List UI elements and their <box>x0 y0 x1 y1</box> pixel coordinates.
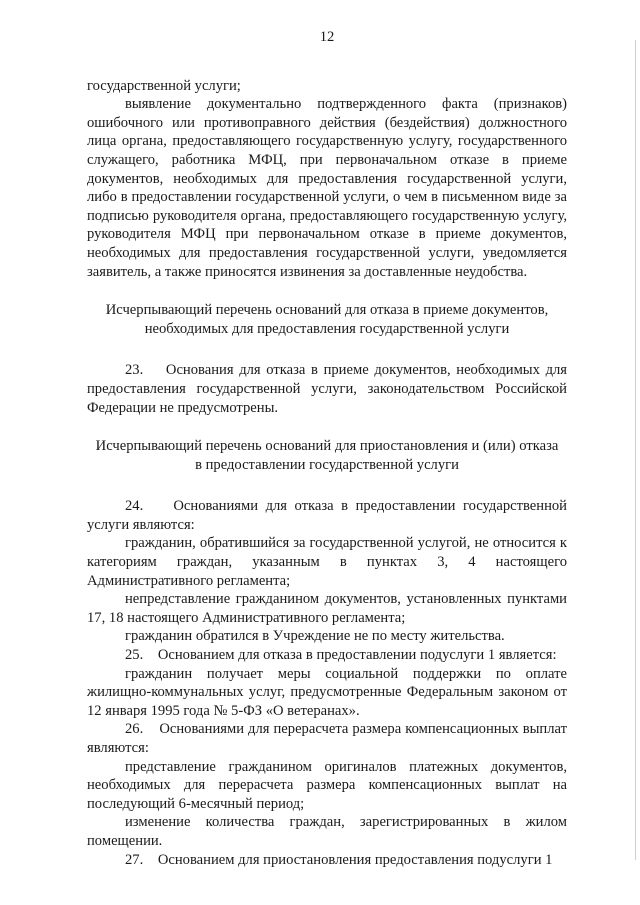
section-heading-line: в предоставлении государственной услуги <box>195 456 459 473</box>
page-number: 12 <box>319 29 335 45</box>
document-page <box>87 28 567 869</box>
list-item: непредставление гражданином документов, установленных пунктами 17, 18 настоящего Административного регламента; <box>87 591 567 626</box>
section-heading-line: Исчерпывающий перечень оснований для приостановления и (или) отказа <box>95 438 559 455</box>
paragraph-23: 23. Основания для отказа в приеме документов, необходимых для предоставления государственной услуги, законодательством Российской Федерации не предусмотрены. <box>87 362 567 416</box>
section-heading-suspension-refusal <box>87 437 567 474</box>
section-heading-refusal-documents <box>87 301 567 338</box>
section-heading-line: Исчерпывающий перечень оснований для отказа в приеме документов, <box>105 302 549 319</box>
list-item: гражданин обратился в Учреждение не по месту жительства. <box>125 628 505 645</box>
paragraph-continuation: государственной услуги; <box>87 77 241 94</box>
paragraph-27: 27. Основанием для приостановления предоставления подуслуги 1 <box>125 851 553 868</box>
scan-edge-mark <box>635 40 636 860</box>
paragraph-violation-fact: выявление документально подтвержденного факта (признаков) ошибочного или противоправного действия (бездействия) должностного лица органа, предоставляющего государственную услугу, государственного служащего, работника МФЦ, при первоначальном отказе в приеме документов, необходимых для предоставления государственной услуги, либо в предоставлении государственной услуги, о чем в письменном виде за подписью руководителя органа, предоставляющего государственную услугу, руководителя МФЦ при первоначальном отказе в приеме документов, необходимых для предоставления государственной услуги, уведомляется заявитель, а также приносятся извинения за доставленные неудобства. <box>87 96 567 280</box>
list-item: гражданин, обратившийся за государственной услугой, не относится к категориям граждан, указанным в пунктах 3, 4 настоящего Административного регламента; <box>87 535 567 589</box>
list-item: гражданин получает меры социальной поддержки по оплате жилищно-коммунальных услуг, предусмотренные Федеральным законом от 12 января 1995 года № 5-ФЗ «О ветеранах». <box>87 665 567 719</box>
paragraph-26: 26. Основаниями для перерасчета размера компенсационных выплат являются: <box>87 721 567 756</box>
list-item: изменение количества граждан, зарегистрированных в жилом помещении. <box>87 814 567 849</box>
list-item: представление гражданином оригиналов платежных документов, необходимых для перерасчета размера компенсационных выплат на последующий 6-месячный период; <box>87 758 567 812</box>
paragraph-25: 25. Основанием для отказа в предоставлении подуслуги 1 является: <box>125 647 557 664</box>
paragraph-24: 24. Основаниями для отказа в предоставлении государственной услуги являются: <box>87 498 567 533</box>
section-heading-line: необходимых для предоставления государственной услуги <box>144 320 510 337</box>
